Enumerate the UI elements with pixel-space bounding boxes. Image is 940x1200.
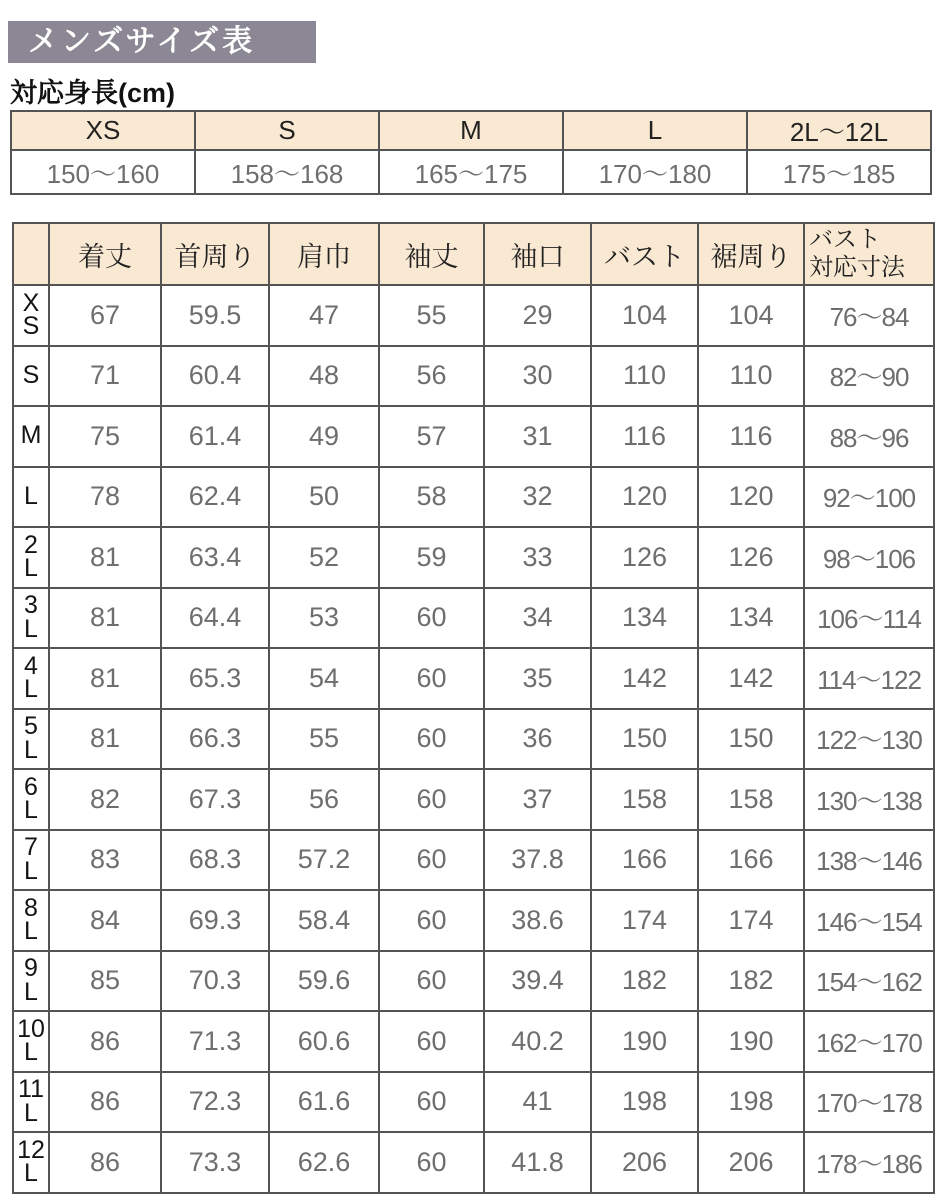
size-cell: 86 [49,1132,161,1193]
size-cell: 67 [49,285,161,346]
size-cell: 37.8 [484,830,591,891]
size-cell: 158 [698,769,804,830]
size-table-body [13,285,934,1193]
size-cell: 60.4 [161,346,269,407]
size-cell: 120 [698,467,804,528]
size-table [12,222,935,1194]
size-cell: 150 [698,709,804,770]
size-cell: 39.4 [484,951,591,1012]
size-row-label: 11 L [13,1072,49,1133]
size-cell: 60 [379,830,484,891]
size-cell: 73.3 [161,1132,269,1193]
size-cell: 33 [484,527,591,588]
size-cell: 166 [591,830,698,891]
size-cell: 116 [698,406,804,467]
size-col-header: 袖丈 [379,223,484,285]
size-row-L [13,467,934,528]
size-cell: 59.5 [161,285,269,346]
size-col-header: 肩巾 [269,223,379,285]
size-cell: 67.3 [161,769,269,830]
size-row-label: S [13,346,49,407]
size-row-12L [13,1132,934,1193]
size-row-M [13,406,934,467]
size-cell: 58 [379,467,484,528]
size-row-S [13,346,934,407]
height-col-5: 2L〜12L [747,111,931,150]
height-value-2: 158〜168 [195,150,379,194]
height-col-1: XS [11,111,195,150]
size-cell: 40.2 [484,1011,591,1072]
size-cell: 30 [484,346,591,407]
size-cell: 48 [269,346,379,407]
height-col-4: L [563,111,747,150]
size-cell: 65.3 [161,648,269,709]
size-cell: 34 [484,588,591,649]
size-cell: 76〜84 [804,285,934,346]
size-cell: 41 [484,1072,591,1133]
size-cell: 35 [484,648,591,709]
size-cell: 150 [591,709,698,770]
size-cell: 84 [49,890,161,951]
size-cell: 138〜146 [804,830,934,891]
size-row-label: 5 L [13,709,49,770]
size-cell: 86 [49,1011,161,1072]
size-cell: 32 [484,467,591,528]
size-cell: 60 [379,648,484,709]
size-cell: 37 [484,769,591,830]
size-row-3L [13,588,934,649]
size-cell: 134 [591,588,698,649]
height-value-3: 165〜175 [379,150,563,194]
size-cell: 60 [379,709,484,770]
size-cell: 82 [49,769,161,830]
size-cell: 56 [269,769,379,830]
size-row-label: 8 L [13,890,49,951]
size-cell: 86 [49,1072,161,1133]
size-cell: 104 [698,285,804,346]
size-cell: 162〜170 [804,1011,934,1072]
size-cell: 53 [269,588,379,649]
size-col-header: 着丈 [49,223,161,285]
height-value-4: 170〜180 [563,150,747,194]
size-col-header: バスト 対応寸法 [804,223,934,285]
size-cell: 63.4 [161,527,269,588]
size-cell: 82〜90 [804,346,934,407]
size-row-4L [13,648,934,709]
size-row-XS [13,285,934,346]
size-cell: 178〜186 [804,1132,934,1193]
height-table-value-row [11,150,931,194]
size-cell: 60 [379,1011,484,1072]
size-cell: 29 [484,285,591,346]
page-title-bar [8,21,316,63]
size-cell: 81 [49,648,161,709]
size-cell: 54 [269,648,379,709]
size-cell: 88〜96 [804,406,934,467]
size-cell: 81 [49,527,161,588]
size-cell: 41.8 [484,1132,591,1193]
size-row-2L [13,527,934,588]
height-value-1: 150〜160 [11,150,195,194]
size-cell: 182 [698,951,804,1012]
size-cell: 174 [591,890,698,951]
size-cell: 70.3 [161,951,269,1012]
size-col-header: 袖口 [484,223,591,285]
size-cell: 122〜130 [804,709,934,770]
size-row-label: 7 L [13,830,49,891]
size-cell: 116 [591,406,698,467]
size-row-9L [13,951,934,1012]
size-cell: 81 [49,588,161,649]
size-cell: 98〜106 [804,527,934,588]
size-cell: 61.6 [269,1072,379,1133]
size-cell: 60.6 [269,1011,379,1072]
size-cell: 36 [484,709,591,770]
size-cell: 68.3 [161,830,269,891]
size-row-label: 4 L [13,648,49,709]
size-cell: 69.3 [161,890,269,951]
size-cell: 130〜138 [804,769,934,830]
size-cell: 55 [269,709,379,770]
size-cell: 142 [591,648,698,709]
size-cell: 146〜154 [804,890,934,951]
size-cell: 52 [269,527,379,588]
size-cell: 154〜162 [804,951,934,1012]
size-row-label: 3 L [13,588,49,649]
size-row-11L [13,1072,934,1133]
size-cell: 59.6 [269,951,379,1012]
size-cell: 81 [49,709,161,770]
size-row-label: 6 L [13,769,49,830]
size-cell: 198 [591,1072,698,1133]
size-cell: 110 [698,346,804,407]
size-corner-cell [13,223,49,285]
page-title: メンズサイズ表 [28,25,256,58]
size-row-label: 10 L [13,1011,49,1072]
height-table-caption: 対応身長(cm) [10,78,176,108]
size-cell: 72.3 [161,1072,269,1133]
size-row-8L [13,890,934,951]
size-cell: 114〜122 [804,648,934,709]
size-cell: 170〜178 [804,1072,934,1133]
size-cell: 182 [591,951,698,1012]
size-cell: 166 [698,830,804,891]
size-cell: 60 [379,951,484,1012]
size-cell: 120 [591,467,698,528]
size-cell: 49 [269,406,379,467]
size-cell: 31 [484,406,591,467]
size-cell: 64.4 [161,588,269,649]
size-cell: 60 [379,769,484,830]
size-row-10L [13,1011,934,1072]
size-row-5L [13,709,934,770]
size-col-header: バスト [591,223,698,285]
size-cell: 47 [269,285,379,346]
size-cell: 60 [379,1132,484,1193]
size-cell: 59 [379,527,484,588]
size-cell: 57 [379,406,484,467]
size-row-label: 9 L [13,951,49,1012]
size-cell: 62.6 [269,1132,379,1193]
size-cell: 110 [591,346,698,407]
size-cell: 158 [591,769,698,830]
size-cell: 134 [698,588,804,649]
size-cell: 58.4 [269,890,379,951]
size-cell: 61.4 [161,406,269,467]
size-cell: 106〜114 [804,588,934,649]
height-table [10,110,932,195]
size-cell: 126 [698,527,804,588]
size-row-label: X S [13,285,49,346]
size-cell: 92〜100 [804,467,934,528]
size-row-label: 12 L [13,1132,49,1193]
size-table-header-row [13,223,934,285]
size-cell: 57.2 [269,830,379,891]
size-cell: 62.4 [161,467,269,528]
size-row-label: L [13,467,49,528]
size-cell: 66.3 [161,709,269,770]
size-cell: 56 [379,346,484,407]
size-cell: 78 [49,467,161,528]
size-cell: 206 [698,1132,804,1193]
size-col-header: 首周り [161,223,269,285]
size-cell: 190 [591,1011,698,1072]
size-row-label: 2 L [13,527,49,588]
size-cell: 71 [49,346,161,407]
size-col-header: 裾周り [698,223,804,285]
height-value-5: 175〜185 [747,150,931,194]
size-cell: 60 [379,588,484,649]
size-row-7L [13,830,934,891]
size-cell: 75 [49,406,161,467]
size-row-label: M [13,406,49,467]
size-cell: 60 [379,890,484,951]
size-cell: 206 [591,1132,698,1193]
size-cell: 198 [698,1072,804,1133]
size-cell: 85 [49,951,161,1012]
size-cell: 174 [698,890,804,951]
size-cell: 104 [591,285,698,346]
size-cell: 126 [591,527,698,588]
size-cell: 55 [379,285,484,346]
size-cell: 190 [698,1011,804,1072]
size-cell: 142 [698,648,804,709]
size-cell: 50 [269,467,379,528]
size-cell: 83 [49,830,161,891]
height-col-2: S [195,111,379,150]
height-col-3: M [379,111,563,150]
size-cell: 71.3 [161,1011,269,1072]
size-cell: 38.6 [484,890,591,951]
size-row-6L [13,769,934,830]
height-table-header-row [11,111,931,150]
size-cell: 60 [379,1072,484,1133]
